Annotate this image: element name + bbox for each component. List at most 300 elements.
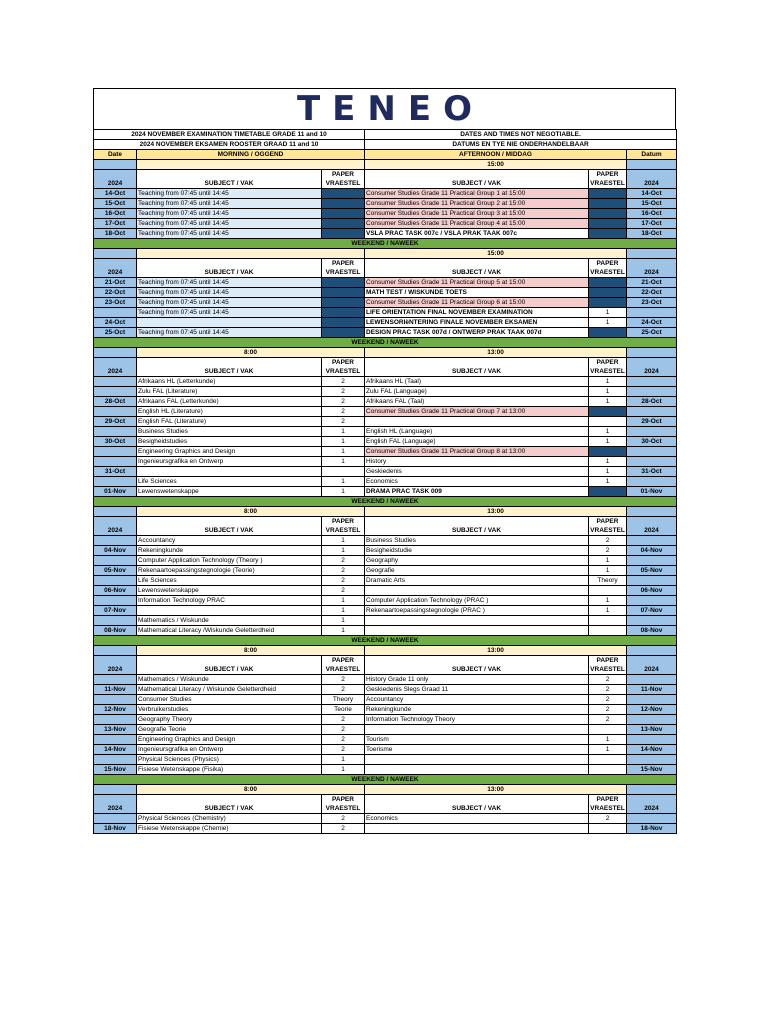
morning-subject: Rekeningkunde [137, 546, 322, 556]
paper-header-afternoon [589, 795, 627, 814]
afternoon-subject: Computer Application Technology (PRAC ) [365, 596, 589, 606]
year-header-left: 2024 [94, 795, 137, 814]
morning-subject: Teaching from 07:45 until 14:45 [137, 219, 322, 229]
year-header-left: 2024 [94, 358, 137, 377]
exam-date-left [94, 814, 137, 824]
afternoon-paper [589, 487, 627, 497]
exam-date-left: 14-Nov [94, 745, 137, 755]
exam-row [94, 199, 677, 209]
afternoon-paper [589, 199, 627, 209]
morning-subject: Mathematics / Wiskunde [137, 616, 322, 626]
exam-date-left [94, 556, 137, 566]
morning-subject: Engineering Graphics and Design [137, 735, 322, 745]
morning-subject: Ingenieursgrafika en Ontwerp [137, 745, 322, 755]
exam-row [94, 487, 677, 497]
session-time-row [94, 249, 677, 259]
morning-paper [322, 209, 365, 219]
afternoon-paper: 1 [589, 437, 627, 447]
morning-paper: 1 [322, 616, 365, 626]
exam-date-left: 15-Nov [94, 765, 137, 775]
weekend-label: WEEKEND / NAWEEK [94, 239, 677, 249]
date-col-spacer [94, 785, 137, 795]
morning-paper: 2 [322, 407, 365, 417]
exam-date-left: 24-Oct [94, 318, 137, 328]
exam-date-right [627, 695, 677, 705]
exam-row [94, 536, 677, 546]
exam-row [94, 417, 677, 427]
morning-subject: Accountancy [137, 536, 322, 546]
weekend-row [94, 497, 677, 507]
morning-subject [137, 606, 322, 616]
exam-row [94, 695, 677, 705]
afternoon-subject: Economics [365, 477, 589, 487]
afternoon-paper [589, 219, 627, 229]
morning-paper: 1 [322, 596, 365, 606]
morning-paper [322, 189, 365, 199]
exam-date-right [627, 387, 677, 397]
subject-header-afternoon: SUBJECT / VAK [365, 259, 589, 278]
afternoon-subject: English HL (Language) [365, 427, 589, 437]
exam-row [94, 725, 677, 735]
morning-subject [137, 467, 322, 477]
exam-date-left: 11-Nov [94, 685, 137, 695]
afternoon-subject: Geskiedenis [365, 467, 589, 477]
exam-row [94, 626, 677, 636]
datum-col-spacer [627, 507, 677, 517]
morning-paper [322, 199, 365, 209]
morning-subject: Fisiese Wetenskappe (Fisika) [137, 765, 322, 775]
morning-paper [322, 318, 365, 328]
session-time-row [94, 785, 677, 795]
morning-subject: Life Sciences [137, 477, 322, 487]
afternoon-paper [589, 328, 627, 338]
exam-date-right: 15-Oct [627, 199, 677, 209]
exam-date-right: 30-Oct [627, 437, 677, 447]
exam-date-left [94, 457, 137, 467]
title-row-2 [94, 140, 677, 150]
subject-header-morning: SUBJECT / VAK [137, 259, 322, 278]
exam-row [94, 477, 677, 487]
exam-row [94, 318, 677, 328]
exam-date-left: 15-Oct [94, 199, 137, 209]
vraestel-label: VRAESTEL [590, 527, 625, 534]
exam-date-right: 05-Nov [627, 566, 677, 576]
title-right-line2: DATUMS EN TYE NIE ONDERHANDELBAAR [365, 140, 677, 150]
exam-date-left [94, 407, 137, 417]
afternoon-subject: Consumer Studies Grade 11 Practical Group 4 at 15:00 [365, 219, 589, 229]
paper-label: PAPER [332, 657, 354, 664]
date-col-spacer [94, 160, 137, 170]
afternoon-subject: Besigheidstudie [365, 546, 589, 556]
year-header-left: 2024 [94, 259, 137, 278]
exam-date-left: 05-Nov [94, 566, 137, 576]
subject-header-morning: SUBJECT / VAK [137, 795, 322, 814]
exam-date-right: 07-Nov [627, 606, 677, 616]
afternoon-paper: 1 [589, 387, 627, 397]
afternoon-subject: Afrikaans HL (Taal) [365, 377, 589, 387]
datum-label: Datum [627, 150, 677, 160]
morning-subject: Mathematics / Wiskunde [137, 675, 322, 685]
morning-subject: Rekenaartoepassingstegnologie (Teorie) [137, 566, 322, 576]
afternoon-subject: Consumer Studies Grade 11 Practical Group 3 at 15:00 [365, 209, 589, 219]
afternoon-subject: Consumer Studies Grade 11 Practical Group 2 at 15:00 [365, 199, 589, 209]
morning-subject: Information Technology PRAC [137, 596, 322, 606]
exam-date-left [94, 675, 137, 685]
morning-subject: Physical Sciences (Chemistry) [137, 814, 322, 824]
paper-header-afternoon [589, 259, 627, 278]
afternoon-subject: Accountancy [365, 695, 589, 705]
exam-row [94, 735, 677, 745]
exam-date-right: 04-Nov [627, 546, 677, 556]
vraestel-label: VRAESTEL [590, 805, 625, 812]
afternoon-subject: History [365, 457, 589, 467]
afternoon-subject: Tourism [365, 735, 589, 745]
afternoon-subject: Consumer Studies Grade 11 Practical Group 6 at 15:00 [365, 298, 589, 308]
exam-date-right [627, 675, 677, 685]
paper-label: PAPER [596, 657, 619, 664]
afternoon-subject: DRAMA PRAC TASK 009 [365, 487, 589, 497]
morning-start-time [137, 249, 365, 259]
morning-paper: 2 [322, 387, 365, 397]
weekend-label: WEEKEND / NAWEEK [94, 497, 677, 507]
vraestel-label: VRAESTEL [590, 368, 625, 375]
exam-date-right: 28-Oct [627, 397, 677, 407]
weekend-label: WEEKEND / NAWEEK [94, 338, 677, 348]
subject-header-morning: SUBJECT / VAK [137, 656, 322, 675]
exam-date-left: 17-Oct [94, 219, 137, 229]
morning-paper: 1 [322, 447, 365, 457]
exam-date-left: 31-Oct [94, 467, 137, 477]
exam-date-left [94, 387, 137, 397]
morning-subject: Afrikaans FAL (Letterkunde) [137, 397, 322, 407]
paper-header-afternoon [589, 656, 627, 675]
exam-row [94, 586, 677, 596]
exam-date-left: 04-Nov [94, 546, 137, 556]
afternoon-subject [365, 586, 589, 596]
exam-row [94, 229, 677, 239]
exam-row [94, 546, 677, 556]
column-header-row [94, 358, 677, 377]
exam-date-right [627, 377, 677, 387]
exam-date-right [627, 308, 677, 318]
exam-row [94, 288, 677, 298]
exam-date-right: 17-Oct [627, 219, 677, 229]
afternoon-paper: 1 [589, 556, 627, 566]
morning-label: MORNING / OGGEND [137, 150, 365, 160]
afternoon-start-time: 13:00 [365, 646, 627, 656]
exam-date-left [94, 427, 137, 437]
exam-row [94, 278, 677, 288]
morning-paper: Theory [322, 695, 365, 705]
afternoon-subject: Zulu FAL (Language) [365, 387, 589, 397]
exam-date-right [627, 427, 677, 437]
afternoon-subject: English FAL (Language) [365, 437, 589, 447]
afternoon-subject [365, 626, 589, 636]
exam-date-right: 22-Oct [627, 288, 677, 298]
paper-label: PAPER [596, 171, 619, 178]
exam-date-right: 13-Nov [627, 725, 677, 735]
afternoon-paper: 1 [589, 606, 627, 616]
afternoon-paper: 2 [589, 705, 627, 715]
morning-subject: Lewenswetenskappe [137, 487, 322, 497]
afternoon-paper: 1 [589, 745, 627, 755]
exam-date-left: 12-Nov [94, 705, 137, 715]
afternoon-subject: VSLA PRAC TASK 007c / VSLA PRAK TAAK 007c [365, 229, 589, 239]
exam-row [94, 606, 677, 616]
morning-paper: 2 [322, 735, 365, 745]
afternoon-paper: 1 [589, 377, 627, 387]
weekend-label: WEEKEND / NAWEEK [94, 636, 677, 646]
session-time-row [94, 507, 677, 517]
afternoon-paper: 1 [589, 477, 627, 487]
exam-date-left: 21-Oct [94, 278, 137, 288]
exam-date-right: 14-Nov [627, 745, 677, 755]
paper-header-afternoon [589, 170, 627, 189]
morning-subject: Mathematical Literacy / Wiskunde Geletterdheid [137, 685, 322, 695]
afternoon-start-time: 15:00 [365, 249, 627, 259]
exam-date-left: 30-Oct [94, 437, 137, 447]
morning-paper: 1 [322, 477, 365, 487]
exam-date-right: 18-Oct [627, 229, 677, 239]
morning-paper: 2 [322, 675, 365, 685]
paper-label: PAPER [332, 260, 354, 267]
afternoon-paper: Theory [589, 576, 627, 586]
exam-row [94, 755, 677, 765]
morning-paper: 1 [322, 606, 365, 616]
morning-paper: 2 [322, 556, 365, 566]
exam-date-left: 18-Nov [94, 824, 137, 834]
morning-subject: English FAL (Literature) [137, 417, 322, 427]
morning-paper: 2 [322, 745, 365, 755]
exam-row [94, 387, 677, 397]
subject-header-afternoon: SUBJECT / VAK [365, 795, 589, 814]
exam-date-left [94, 536, 137, 546]
afternoon-paper [589, 298, 627, 308]
exam-row [94, 715, 677, 725]
vraestel-label: VRAESTEL [590, 666, 625, 673]
afternoon-paper [589, 189, 627, 199]
exam-date-left [94, 447, 137, 457]
paper-label: PAPER [332, 796, 354, 803]
afternoon-subject: Geskiedenis Slegs Graad 11 [365, 685, 589, 695]
morning-paper: 2 [322, 824, 365, 834]
exam-date-left: 18-Oct [94, 229, 137, 239]
paper-header-morning [322, 656, 365, 675]
exam-date-left: 08-Nov [94, 626, 137, 636]
exam-row [94, 407, 677, 417]
morning-subject: Teaching from 07:45 until 14:45 [137, 278, 322, 288]
weekend-row [94, 775, 677, 785]
morning-start-time: 8:00 [137, 507, 365, 517]
exam-date-left: 29-Oct [94, 417, 137, 427]
paper-header-afternoon [589, 517, 627, 536]
paper-label: PAPER [332, 171, 354, 178]
exam-date-left: 01-Nov [94, 487, 137, 497]
exam-date-right: 15-Nov [627, 765, 677, 775]
paper-header-morning [322, 259, 365, 278]
exam-date-left [94, 695, 137, 705]
afternoon-paper: 1 [589, 735, 627, 745]
morning-paper: 2 [322, 715, 365, 725]
exam-row [94, 298, 677, 308]
morning-subject: Besigheidstudies [137, 437, 322, 447]
afternoon-subject: LIFE ORIENTATION FINAL NOVEMBER EXAMINATION [365, 308, 589, 318]
exam-date-right [627, 715, 677, 725]
morning-subject: English HL (Literature) [137, 407, 322, 417]
exam-row [94, 209, 677, 219]
year-header-right: 2024 [627, 259, 677, 278]
title-left-line1: 2024 NOVEMBER EXAMINATION TIMETABLE GRADE 11 and 10 [94, 130, 365, 140]
afternoon-paper: 1 [589, 318, 627, 328]
exam-date-right: 29-Oct [627, 417, 677, 427]
afternoon-paper [589, 407, 627, 417]
exam-date-right: 24-Oct [627, 318, 677, 328]
paper-header-morning [322, 170, 365, 189]
afternoon-subject: Consumer Studies Grade 11 Practical Group 5 at 15:00 [365, 278, 589, 288]
exam-row [94, 467, 677, 477]
exam-row [94, 824, 677, 834]
exam-date-right: 12-Nov [627, 705, 677, 715]
morning-subject: Teaching from 07:45 until 14:45 [137, 189, 322, 199]
exam-date-right [627, 556, 677, 566]
morning-start-time: 8:00 [137, 348, 365, 358]
year-header-left: 2024 [94, 170, 137, 189]
exam-row [94, 765, 677, 775]
morning-paper: 2 [322, 397, 365, 407]
afternoon-subject: DESIGN PRAC TASK 007d / ONTWERP PRAK TAAK 007d [365, 328, 589, 338]
exam-date-right: 14-Oct [627, 189, 677, 199]
exam-date-right: 06-Nov [627, 586, 677, 596]
exam-date-right [627, 447, 677, 457]
afternoon-paper: 2 [589, 695, 627, 705]
exam-date-right [627, 576, 677, 586]
session-time-row [94, 348, 677, 358]
morning-subject: Fisiese Wetenskappe (Chemie) [137, 824, 322, 834]
afternoon-paper [589, 278, 627, 288]
morning-paper: 1 [322, 765, 365, 775]
afternoon-subject [365, 725, 589, 735]
date-col-spacer [94, 249, 137, 259]
weekend-row [94, 239, 677, 249]
exam-date-left: 23-Oct [94, 298, 137, 308]
afternoon-start-time: 15:00 [365, 160, 627, 170]
morning-subject: Computer Application Technology (Theory ) [137, 556, 322, 566]
afternoon-paper: 1 [589, 457, 627, 467]
year-header-right: 2024 [627, 656, 677, 675]
exam-row [94, 427, 677, 437]
afternoon-paper: 1 [589, 427, 627, 437]
morning-start-time: 8:00 [137, 646, 365, 656]
afternoon-label: AFTERNOON / MIDDAG [365, 150, 627, 160]
morning-subject: Geografie Teorie [137, 725, 322, 735]
afternoon-subject [365, 824, 589, 834]
morning-subject: Teaching from 07:45 until 14:45 [137, 308, 322, 318]
afternoon-subject: Rekeningkunde [365, 705, 589, 715]
vraestel-label: VRAESTEL [325, 666, 361, 673]
afternoon-paper [589, 616, 627, 626]
title-row-1 [94, 130, 677, 140]
exam-row [94, 566, 677, 576]
afternoon-subject: Geografie [365, 566, 589, 576]
timetable-sheet [93, 88, 676, 834]
title-right-line1: DATES AND TIMES NOT NEGOTIABLE. [365, 130, 677, 140]
morning-subject: Teaching from 07:45 until 14:45 [137, 288, 322, 298]
paper-header-afternoon [589, 358, 627, 377]
paper-label: PAPER [596, 796, 619, 803]
morning-paper: 1 [322, 437, 365, 447]
vraestel-label: VRAESTEL [325, 805, 361, 812]
afternoon-paper: 2 [589, 715, 627, 725]
morning-paper [322, 308, 365, 318]
morning-subject: Business Studies [137, 427, 322, 437]
exam-date-left: 07-Nov [94, 606, 137, 616]
afternoon-subject: LEWENSORIëNTERING FINALE NOVEMBER EKSAMEN [365, 318, 589, 328]
afternoon-subject: Consumer Studies Grade 11 Practical Group 8 at 13:00 [365, 447, 589, 457]
morning-subject: Life Sciences [137, 576, 322, 586]
exam-row [94, 814, 677, 824]
exam-date-right: 16-Oct [627, 209, 677, 219]
afternoon-paper: 1 [589, 397, 627, 407]
exam-date-left [94, 308, 137, 318]
exam-date-left: 16-Oct [94, 209, 137, 219]
column-header-row [94, 170, 677, 189]
logo-header [93, 88, 676, 129]
afternoon-subject [365, 755, 589, 765]
morning-subject: Consumer Studies [137, 695, 322, 705]
afternoon-subject: Information Technology Theory [365, 715, 589, 725]
exam-row [94, 397, 677, 407]
afternoon-subject: Consumer Studies Grade 11 Practical Group 1 at 15:00 [365, 189, 589, 199]
morning-paper: 2 [322, 417, 365, 427]
exam-date-right: 31-Oct [627, 467, 677, 477]
afternoon-subject: MATH TEST / WISKUNDE TOETS [365, 288, 589, 298]
exam-date-right [627, 457, 677, 467]
datum-col-spacer [627, 249, 677, 259]
datum-col-spacer [627, 348, 677, 358]
exam-row [94, 189, 677, 199]
exam-date-right [627, 755, 677, 765]
weekend-label: WEEKEND / NAWEEK [94, 775, 677, 785]
datum-col-spacer [627, 160, 677, 170]
morning-paper: 2 [322, 685, 365, 695]
exam-date-left [94, 596, 137, 606]
date-col-spacer [94, 348, 137, 358]
morning-subject: Verbruikerstudies [137, 705, 322, 715]
exam-row [94, 447, 677, 457]
exam-date-left [94, 576, 137, 586]
exam-date-left: 13-Nov [94, 725, 137, 735]
exam-timetable [93, 129, 677, 834]
exam-row [94, 596, 677, 606]
paper-label: PAPER [332, 518, 354, 525]
afternoon-subject: Geography [365, 556, 589, 566]
exam-row [94, 556, 677, 566]
afternoon-paper [589, 288, 627, 298]
exam-date-left [94, 755, 137, 765]
datum-col-spacer [627, 785, 677, 795]
vraestel-label: VRAESTEL [590, 180, 625, 187]
exam-row [94, 457, 677, 467]
exam-row [94, 308, 677, 318]
afternoon-paper: 1 [589, 467, 627, 477]
exam-date-right: 08-Nov [627, 626, 677, 636]
teneo-logo: TENEO [296, 89, 484, 129]
morning-subject: Teaching from 07:45 until 14:45 [137, 199, 322, 209]
vraestel-label: VRAESTEL [325, 180, 361, 187]
morning-paper: 1 [322, 457, 365, 467]
subject-header-morning: SUBJECT / VAK [137, 358, 322, 377]
year-header-right: 2024 [627, 795, 677, 814]
